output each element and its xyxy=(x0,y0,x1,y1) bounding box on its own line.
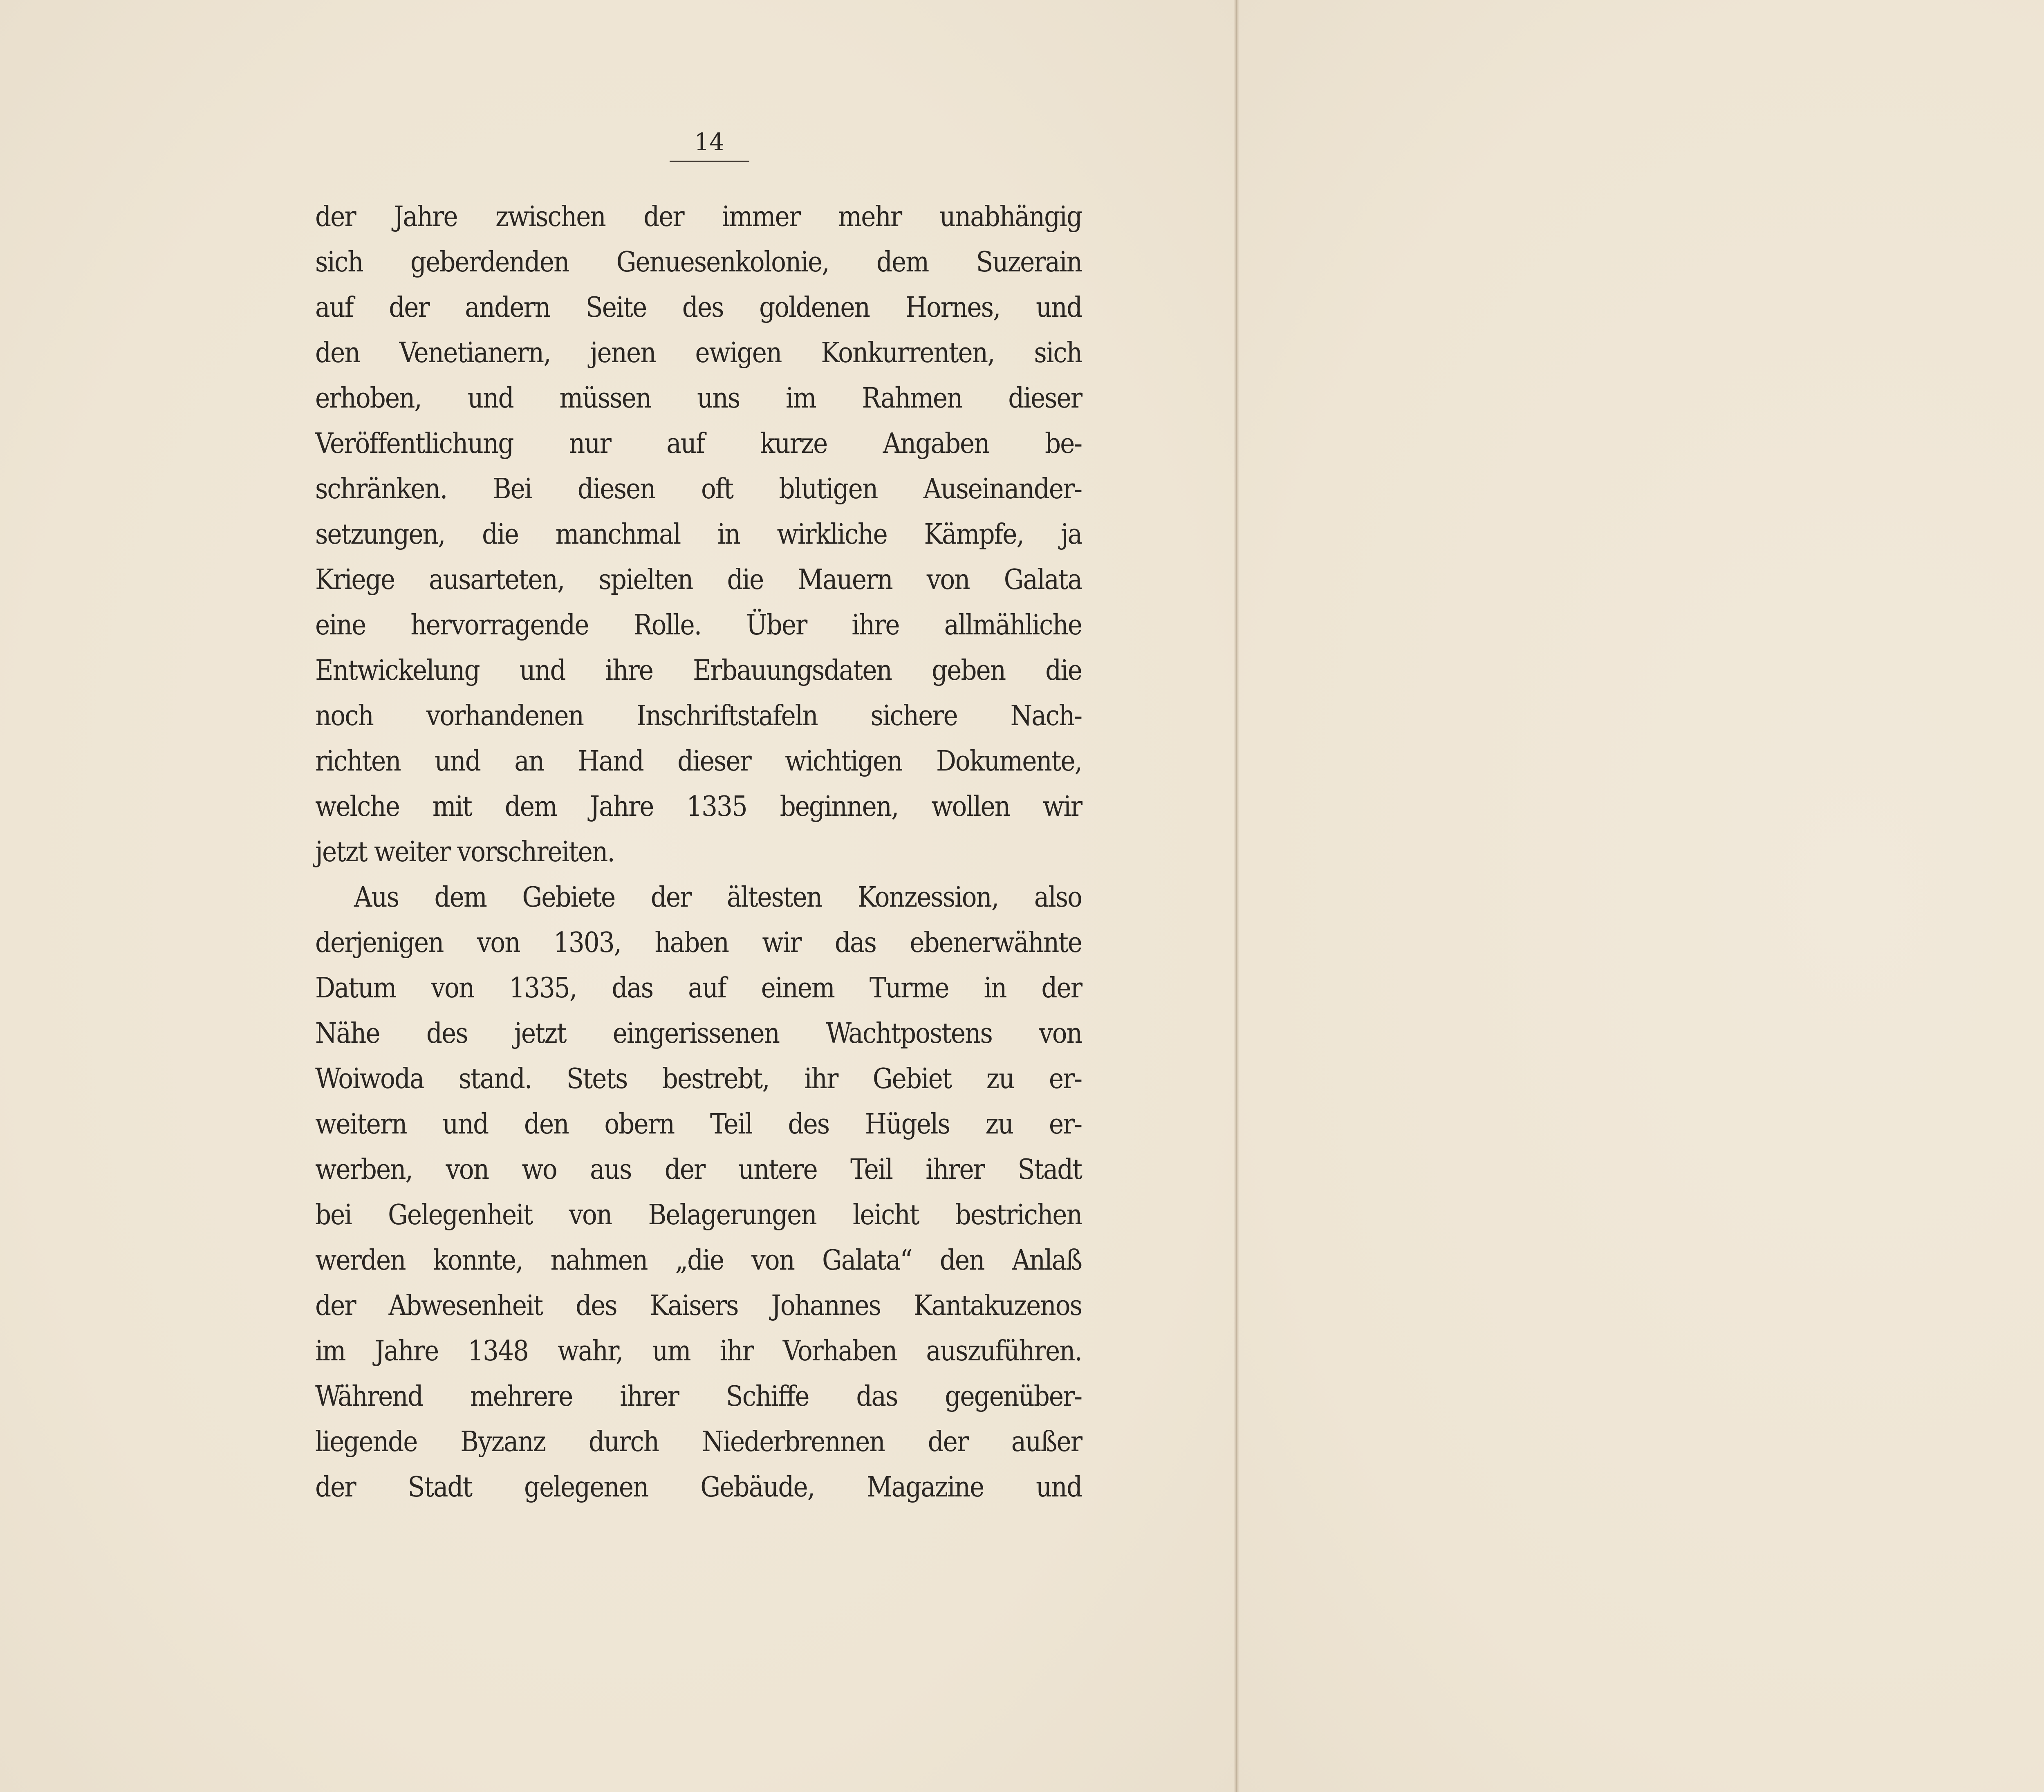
text-line: Veröffentlichung nur auf kurze Angaben be- xyxy=(315,428,1082,460)
text-line: welche mit dem Jahre 1335 beginnen, wollen wir xyxy=(315,791,1082,823)
text-line: richten und an Hand dieser wichtigen Dokumente, xyxy=(315,745,1082,777)
page-number: 14 xyxy=(694,128,724,156)
text-line: erhoben, und müssen uns im Rahmen dieser xyxy=(315,382,1082,414)
text-line: der Stadt gelegenen Gebäude, Magazine und xyxy=(315,1471,1082,1503)
text-line: schränken. Bei diesen oft blutigen Auseinander- xyxy=(315,473,1082,505)
page-number-rule xyxy=(670,161,749,162)
text-line: werden konnte, nahmen „die von Galata“ den Anlaß xyxy=(315,1244,1082,1277)
text-line: noch vorhandenen Inschriftstafeln sichere Nach- xyxy=(315,700,1082,732)
text-line: setzungen, die manchmal in wirkliche Kämpfe, ja xyxy=(315,518,1082,551)
text-line: liegende Byzanz durch Niederbrennen der außer xyxy=(315,1426,1082,1458)
text-line: der Jahre zwischen der immer mehr unabhängig xyxy=(315,201,1082,233)
text-line: eine hervorragende Rolle. Über ihre allmähliche xyxy=(315,609,1082,641)
text-line: auf der andern Seite des goldenen Hornes, und xyxy=(315,291,1082,324)
right-page xyxy=(1237,0,2044,1792)
book-gutter xyxy=(1234,0,1239,1792)
text-line: Entwickelung und ihre Erbauungsdaten geben die xyxy=(315,654,1082,687)
text-line: derjenigen von 1303, haben wir das ebenerwähnte xyxy=(315,927,1082,959)
text-line: Aus dem Gebiete der ältesten Konzession, also xyxy=(354,881,1082,914)
text-line: der Abwesenheit des Kaisers Johannes Kantakuzenos xyxy=(315,1290,1082,1322)
text-line: Woiwoda stand. Stets bestrebt, ihr Gebiet zu er- xyxy=(315,1063,1082,1095)
text-line: werben, von wo aus der untere Teil ihrer Stadt xyxy=(315,1154,1082,1186)
text-line: sich geberdenden Genuesenkolonie, dem Suzerain xyxy=(315,246,1082,278)
text-line: weitern und den obern Teil des Hügels zu er- xyxy=(315,1108,1082,1140)
text-line: im Jahre 1348 wahr, um ihr Vorhaben auszuführen. xyxy=(315,1335,1082,1367)
left-page-body xyxy=(315,194,1082,1510)
text-line: Nähe des jetzt eingerissenen Wachtpostens von xyxy=(315,1017,1082,1050)
text-line: den Venetianern, jenen ewigen Konkurrenten, sich xyxy=(315,337,1082,369)
text-line: jetzt weiter vorschreiten. xyxy=(315,836,614,868)
text-line: Kriege ausarteten, spielten die Mauern von Galata xyxy=(315,564,1082,596)
text-line: Datum von 1335, das auf einem Turme in der xyxy=(315,972,1082,1004)
text-line: bei Gelegenheit von Belagerungen leicht bestrichen xyxy=(315,1199,1082,1231)
text-line: Während mehrere ihrer Schiffe das gegenüber- xyxy=(315,1380,1082,1413)
